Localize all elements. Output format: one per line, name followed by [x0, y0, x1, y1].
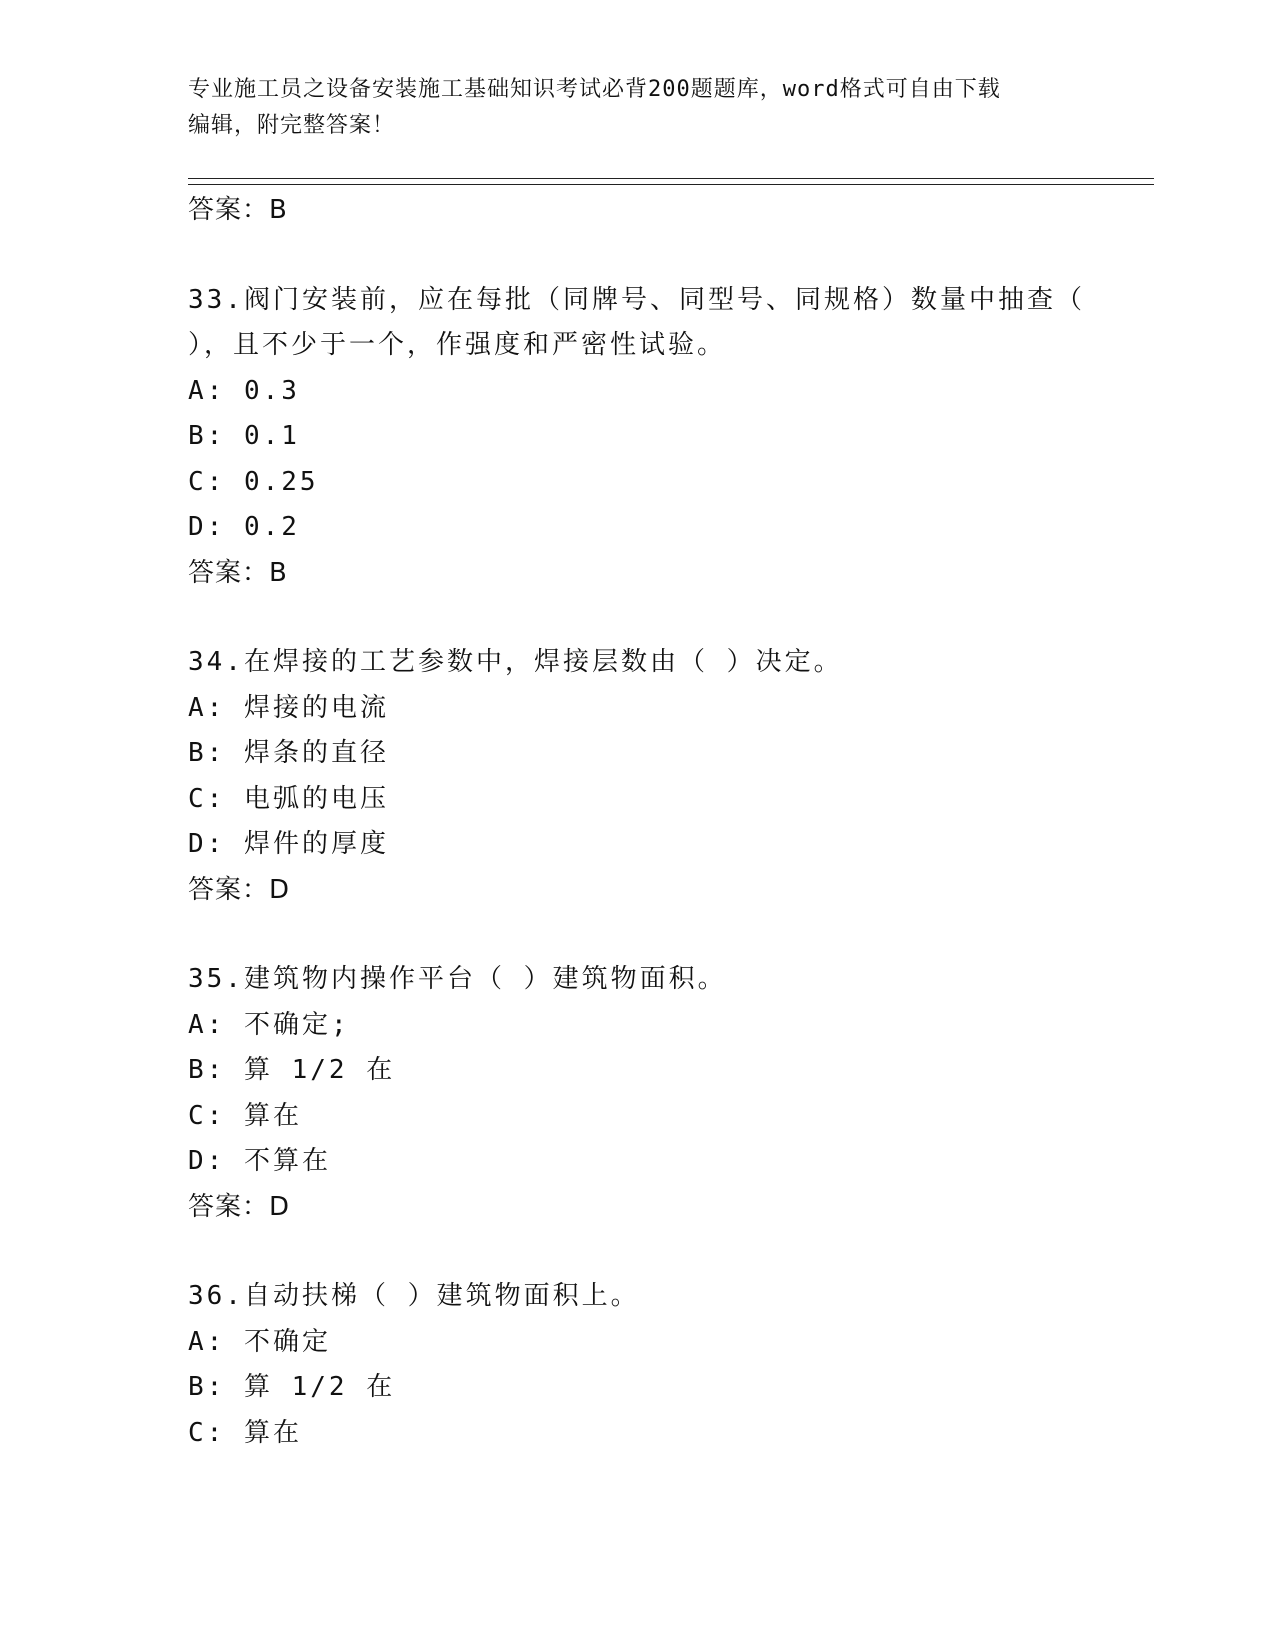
- answer-line: 答案：D: [188, 874, 291, 905]
- question-stem: 35.建筑物内操作平台（ ）建筑物面积。: [188, 964, 727, 994]
- option-d: D: 焊件的厚度: [188, 829, 389, 859]
- answer-line: 答案：B: [188, 195, 288, 225]
- option-a: A: 焊接的电流: [188, 692, 389, 723]
- question-36: [188, 1274, 1088, 1456]
- option-c: C: 电弧的电压: [188, 783, 389, 814]
- option-b: B: 算 1/2 在: [188, 1372, 396, 1402]
- option-a: A: 不确定: [188, 1326, 331, 1357]
- question-35: [188, 957, 1088, 1230]
- option-c: C: 0.25: [188, 466, 319, 497]
- question-stem-continued: ），且不少于一个，作强度和严密性试验。: [188, 330, 727, 360]
- header-divider-top: [188, 178, 1154, 179]
- answer-line: 答案：D: [188, 1191, 291, 1222]
- option-b: B: 算 1/2 在: [188, 1055, 396, 1085]
- answer-line: 答案：B: [188, 557, 288, 588]
- option-c: C: 算在: [188, 1100, 302, 1131]
- question-34: [188, 640, 1088, 913]
- header-line-1: 专业施工员之设备安装施工基础知识考试必背200题题库，word格式可自由下载: [188, 77, 1001, 102]
- option-b: B: 焊条的直径: [188, 738, 389, 768]
- header-divider-bottom: [188, 184, 1154, 185]
- question-stem: 34.在焊接的工艺参数中，焊接层数由（ ）决定。: [188, 647, 843, 677]
- option-a: A: 0.3: [188, 375, 300, 406]
- document-header: [188, 72, 1088, 144]
- option-c: C: 算在: [188, 1417, 302, 1448]
- option-d: D: 不算在: [188, 1146, 331, 1176]
- option-b: B: 0.1: [188, 421, 300, 451]
- question-33: [188, 278, 1088, 597]
- option-a: A: 不确定;: [188, 1009, 350, 1040]
- document-body: [188, 188, 1088, 1456]
- question-stem: 36.自动扶梯（ ）建筑物面积上。: [188, 1281, 640, 1311]
- option-d: D: 0.2: [188, 512, 300, 542]
- question-stem: 33.阀门安装前，应在每批（同牌号、同型号、同规格）数量中抽查（: [188, 284, 1085, 315]
- header-line-2: 编辑，附完整答案！: [188, 113, 396, 138]
